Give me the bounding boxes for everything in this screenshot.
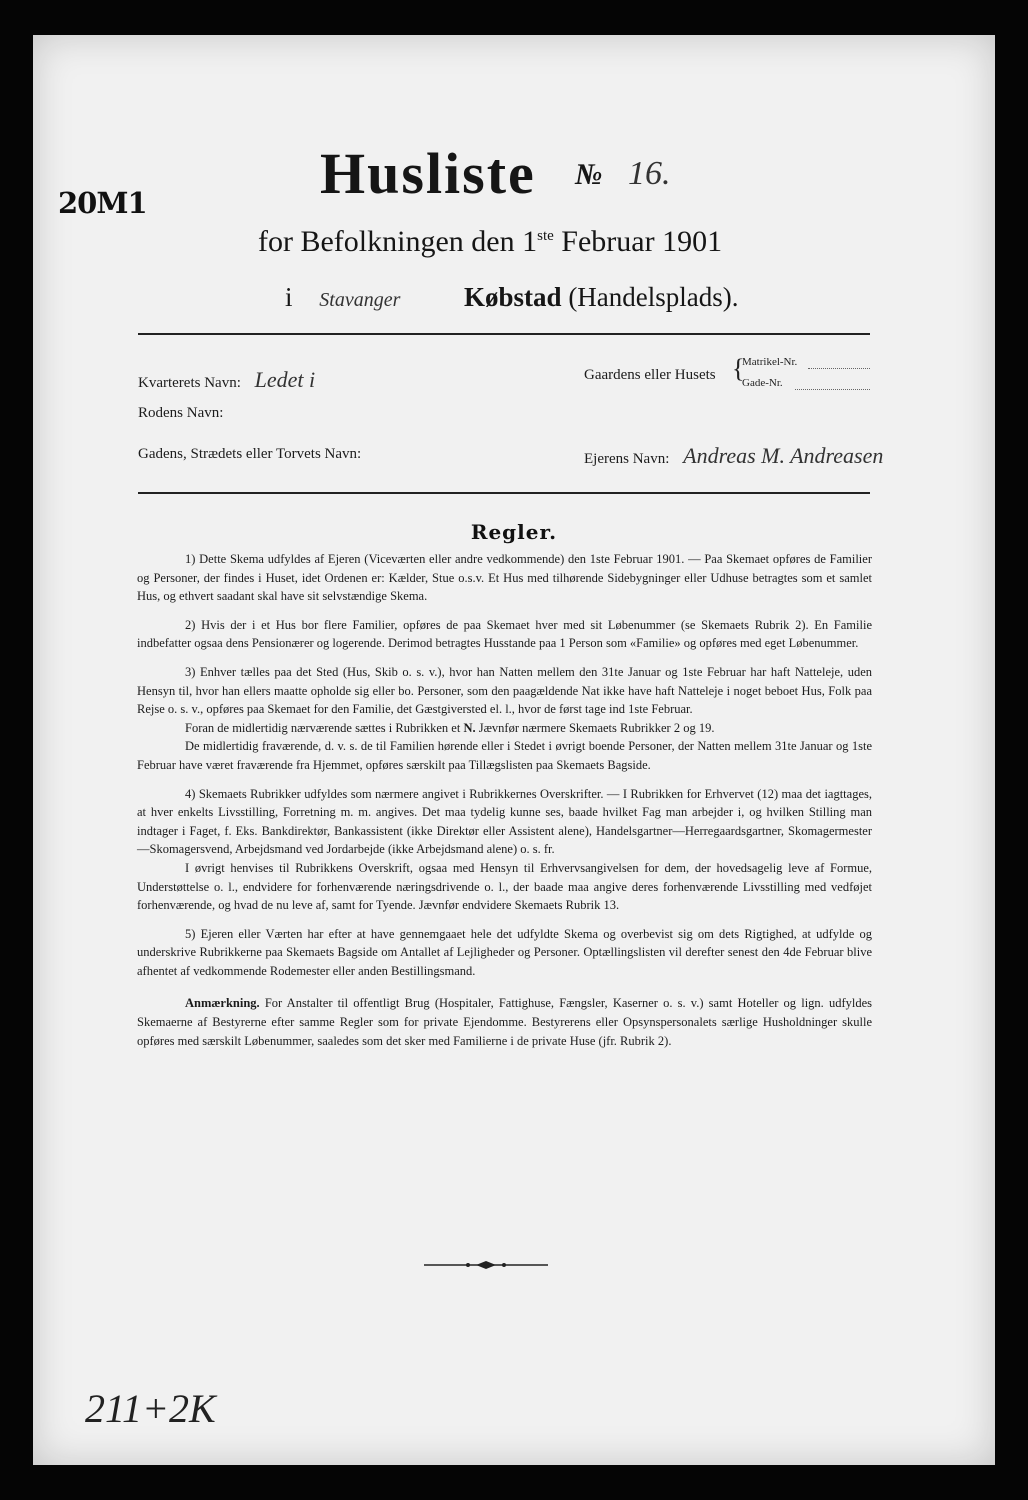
annotation-text: For Anstalter til offentligt Brug (Hospitaler, Fattighuse, Fængsler, Kaserner o. s. v.) samt Hoteller og lign. udfyldes Skemaerne af Bestyrerne efter samme Regler som for private Ejendomme. Bestyrerens eller Opsynspersonalets særlige Husholdninger skulle opføres med særskilt Løbenummer, saaledes som det sker med Familierne i de private Huse (jfr. Rubrik 2). [137, 996, 872, 1048]
number-label: № [575, 158, 603, 191]
ejer-label: Ejerens Navn: [584, 451, 670, 467]
rode-label: Rodens Navn: [138, 405, 224, 421]
town-type: Købstad [464, 282, 562, 312]
ornament-divider [424, 1258, 548, 1272]
rule-3b-pre: Foran de midlertidig nærværende sættes i Rubrikken et [185, 720, 464, 735]
subtitle-sup: ste [537, 228, 554, 244]
gade-nr-label: Gade-Nr. [742, 377, 783, 389]
brace-icon: { [732, 354, 745, 383]
kvarter-label: Kvarterets Navn: [138, 375, 241, 391]
gaard-label: Gaardens eller Husets [584, 367, 716, 383]
rule-4: 4) Skemaets Rubrikker udfyldes som nærmere angivet i Rubrikkernes Overskrifter. — I Rubrikken for Erhvervet (12) maa det iagttages, at hver enkelts Livsstilling, Forretning m. m. angives. Det maa tydelig kunne ses, baade hvilket Fag man arbejder i, og hvilken Stilling man indtager i Faget, f. Eks. Bankdirektør, Bankassistent (ikke Direktør eller Assistent alene), Handelsgartner—Herregaardsgartner, Skomagermester—Skomagersvend, Arbejdsmand ved Jordarbejde (ikke Arbejdsmand alene) o. s. fr. [137, 786, 872, 857]
kvarter-field [138, 367, 315, 393]
town-suffix: (Handelsplads). [561, 282, 739, 312]
rule-1: 1) Dette Skema udfyldes af Ejeren (Viceværten eller andre vedkommende) den 1ste Februar 1901. — Paa Skemaet opføres de Familier og Personer, der findes i Huset, idet Ordenen er: Kælder, Stue o.s.v. Et Hus med tilhørende Sidebygninger eller Udhuse betragtes som et samlet Hus, og ethvert saadant skal have sit selvstændige Skema. [137, 552, 872, 604]
handwritten-margin-note: 211+2K [85, 1386, 216, 1431]
archive-stamp: 20M1 [58, 186, 147, 220]
subtitle-suffix: Februar 1901 [553, 225, 723, 258]
annotation-label: Anmærkning. [185, 996, 260, 1011]
rules-heading: Regler. [470, 520, 558, 544]
matrikel-label: Matrikel-Nr. [742, 356, 798, 368]
rules-body [137, 550, 872, 1050]
bottom-divider [138, 492, 870, 494]
document-title: Husliste [320, 141, 536, 206]
kvarter-value: Ledet i [254, 367, 316, 392]
ejer-field [584, 443, 883, 469]
matrikel-dotted-line [808, 368, 870, 369]
gade-nr-dotted-line [795, 389, 870, 390]
town-prefix: i [285, 282, 293, 312]
rule-4b: I øvrigt henvises til Rubrikkens Overskrift, ogsaa med Hensyn til Erhvervsangivelsen for dem, der hovedsagelig leve af Formue, Understøttelse o. l., endvidere for forhenværende næringsdrivende o. l., der baade maa angive deres forhenværende Livsstilling med vedføjet forhenværende, og hvad de nu leve af, samt for Tyende. Jævnfør endvidere Skemaets Rubrik 13. [137, 860, 872, 913]
rule-3b-post: Jævnfør nærmere Skemaets Rubrikker 2 og 19. [475, 720, 715, 735]
rule-3b [137, 719, 872, 738]
rule-3c: De midlertidig fraværende, d. v. s. de til Familien hørende eller i Stedet i øvrigt boende Personer, der Natten mellem 31te Januar og 1ste Februar have været fraværende fra Hjemmet, opføres særskilt paa Tillægslisten paa Skemaets Bagside. [137, 739, 872, 772]
rule-2: 2) Hvis der i et Hus bor flere Familier, opføres de paa Skemaet hver med sit Løbenummer (se Skemaets Rubrik 2). En Familie indbefatter ogsaa dens Pensionærer og logerende. Derimod betragtes Husstande paa 1 Person som «Familie» og opføres med eget Løbenummer. [137, 617, 872, 651]
gade-label: Gadens, Strædets eller Torvets Navn: [138, 446, 362, 462]
ejer-value: Andreas M. Andreasen [683, 443, 884, 468]
rule-3b-bold: N. [463, 720, 476, 735]
handwritten-number: 16. [628, 155, 671, 192]
rule-5: 5) Ejeren eller Værten har efter at have gennemgaaet hele det udfyldte Skema og overbevist sig om dets Rigtighed, at udfylde og underskrive Rubrikkerne paa Skemaets Bagside om Antallet af Lejligheder og Personer. Optællingslisten vil derefter senest den 4de Februar blive afhentet af vedkommende Rodemester eller anden Bestillingsmand. [137, 926, 872, 978]
annotation-note [137, 994, 872, 1050]
top-divider [138, 333, 870, 335]
subtitle-prefix: for Befolkningen den 1 [258, 225, 538, 258]
subtitle [258, 225, 758, 259]
town-line [285, 282, 739, 313]
rule-3: 3) Enhver tælles paa det Sted (Hus, Skib o. s. v.), hvor han Natten mellem den 31te Januar og 1ste Februar har haft Natteleje, uden Hensyn til, hvor han ellers maatte opholde sig eller bo. Personer, som den paagældende Nat ikke have haft Natteleje i noget beboet Hus, Folk paa Rejse o. s. v., opføres paa Skemaet for den Familie, det Gæstgiversted el. l., hvor de først tage ind 1ste Februar. [137, 664, 872, 717]
handwritten-town: Stavanger [319, 289, 401, 311]
